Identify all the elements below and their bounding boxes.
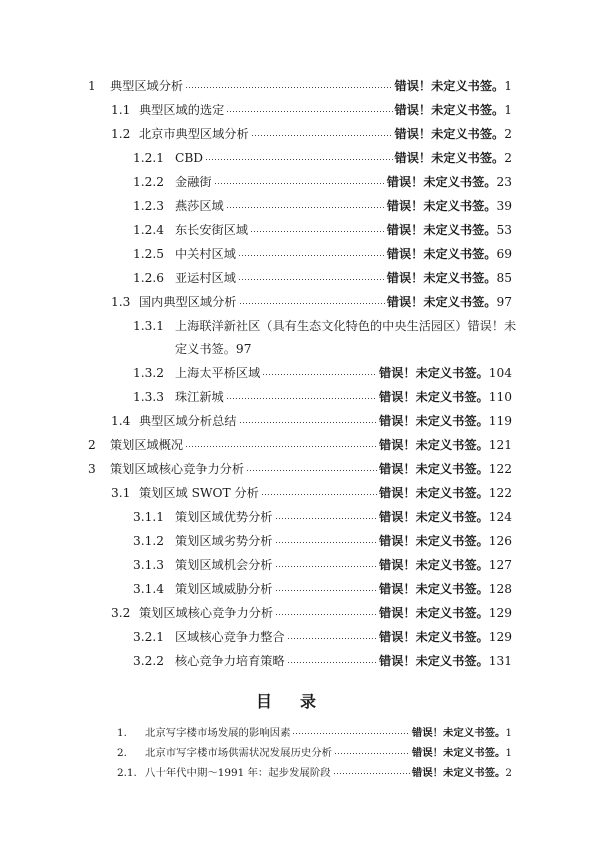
toc-entry[interactable] bbox=[133, 388, 512, 405]
toc-entry[interactable] bbox=[133, 532, 512, 549]
toc-page-number: 110 bbox=[488, 390, 512, 404]
toc-entry-title: 典型区域的选定 bbox=[139, 103, 225, 117]
toc-error-text: 错误！未定义书签。 bbox=[411, 747, 506, 759]
toc-entry-title: 典型区域分析 bbox=[110, 79, 184, 93]
toc-error-text: 错误！未定义书签。 bbox=[379, 390, 489, 404]
toc-entry[interactable] bbox=[111, 101, 512, 118]
toc-leader-dots bbox=[226, 389, 377, 401]
toc-entry[interactable] bbox=[117, 724, 512, 739]
toc-entry[interactable] bbox=[133, 364, 512, 381]
toc-page-number: 119 bbox=[488, 414, 512, 428]
toc-leader-dots bbox=[275, 509, 378, 521]
toc-entry[interactable] bbox=[111, 125, 512, 142]
toc-error-text: 错误！未定义书签。 bbox=[386, 175, 497, 189]
toc-leader-dots bbox=[292, 726, 409, 736]
toc-leader-dots bbox=[275, 533, 378, 545]
toc-entry-title: 中关村区域 bbox=[175, 247, 236, 261]
toc-entry-number: 1. bbox=[117, 727, 127, 739]
toc-error-text: 错误！未定义书签。 bbox=[379, 366, 489, 380]
toc-page-number: 127 bbox=[488, 558, 512, 572]
toc-error-text: 错误！未定义书签。 bbox=[386, 247, 497, 261]
toc-entry-number: 1.3.1 bbox=[133, 319, 165, 333]
toc-entry[interactable] bbox=[111, 293, 512, 310]
toc-leader-dots bbox=[287, 629, 377, 641]
toc-entry-number: 1.2.4 bbox=[133, 223, 165, 237]
toc-leader-dots bbox=[238, 270, 385, 282]
toc-entry-number: 3.1.3 bbox=[133, 558, 165, 572]
toc-leader-dots bbox=[251, 126, 393, 138]
toc-page-number: 2 bbox=[504, 151, 512, 165]
toc-leader-dots bbox=[250, 222, 385, 234]
toc-entry-title: 金融街 bbox=[175, 175, 212, 189]
toc-error-text: 错误！未定义书签。 bbox=[386, 223, 497, 237]
toc-entry-number: 3 bbox=[88, 462, 96, 476]
toc-leader-dots bbox=[205, 150, 392, 162]
toc-entry[interactable] bbox=[133, 508, 512, 525]
toc-leader-dots bbox=[239, 294, 385, 306]
toc-entry[interactable] bbox=[133, 197, 512, 214]
toc-page-number: 39 bbox=[496, 199, 512, 213]
toc-entry-number: 3.2.2 bbox=[133, 654, 165, 668]
toc-leader-dots bbox=[275, 605, 377, 617]
toc-entry-number: 1.4 bbox=[111, 414, 131, 428]
toc-leader-dots bbox=[287, 653, 377, 665]
toc-entry-title: 策划区域核心竞争力分析 bbox=[139, 606, 274, 620]
toc-entry[interactable] bbox=[88, 436, 512, 453]
toc-leader-dots bbox=[246, 461, 377, 473]
toc-entry-title: CBD bbox=[175, 151, 204, 165]
toc-page-number: 122 bbox=[488, 486, 512, 500]
toc-error-text: 错误！未定义书签。 bbox=[386, 271, 497, 285]
toc-page-number: 69 bbox=[496, 247, 512, 261]
toc-entry-number: 3.1 bbox=[111, 486, 131, 500]
toc-error-text: 错误！未定义书签。 bbox=[394, 127, 505, 141]
toc-entry-title: 策划区域核心竞争力分析 bbox=[110, 462, 245, 476]
toc-entry-title: 策划区域威胁分析 bbox=[175, 582, 273, 596]
toc-entry-number: 1.2.6 bbox=[133, 271, 165, 285]
toc-page-number: 129 bbox=[488, 630, 512, 644]
toc-entry[interactable] bbox=[133, 556, 512, 573]
toc-entry-title: 八十年代中期～1991 年：起步发展阶段 bbox=[145, 767, 331, 779]
toc-entry-number: 1.3 bbox=[111, 295, 131, 309]
toc-error-text: 错误！未定义书签。 bbox=[379, 630, 489, 644]
toc-error-text: 错误！未定义书签。 bbox=[379, 438, 489, 452]
toc-entry[interactable] bbox=[111, 604, 512, 621]
toc-entry-title: 典型区域分析总结 bbox=[139, 414, 237, 428]
toc-error-text: 错误！未定义书签。 bbox=[379, 486, 489, 500]
toc-entry-continuation-text: 定义书签。97 bbox=[175, 342, 252, 356]
toc-leader-dots bbox=[214, 174, 385, 186]
toc-entry-title: 区域核心竞争力整合 bbox=[175, 630, 285, 644]
toc-entry-number: 1.1 bbox=[111, 103, 131, 117]
toc-page-number: 129 bbox=[488, 606, 512, 620]
toc-page-number: 23 bbox=[496, 175, 512, 189]
toc-entry-title: 北京市写字楼市场供需状况发展历史分析 bbox=[145, 747, 333, 759]
toc-page-number: 85 bbox=[496, 271, 512, 285]
toc-leader-dots bbox=[333, 766, 410, 776]
toc-entry-number: 3.1.2 bbox=[133, 534, 165, 548]
toc-entry-title: 北京写字楼市场发展的影响因素 bbox=[145, 727, 291, 739]
toc-leader-dots bbox=[261, 485, 377, 497]
toc-entry-title: 珠江新城 bbox=[175, 390, 224, 404]
toc-page-number: 128 bbox=[488, 582, 512, 596]
toc-entry-number: 1.2.5 bbox=[133, 247, 165, 261]
toc-entry-number: 1.3.2 bbox=[133, 366, 165, 380]
toc-leader-dots bbox=[334, 746, 410, 756]
toc-page-number: 1 bbox=[504, 79, 512, 93]
toc-entry[interactable] bbox=[111, 412, 512, 429]
toc-entry-number: 2.1. bbox=[117, 767, 137, 779]
toc-leader-dots bbox=[238, 246, 385, 258]
toc-page-number: 2 bbox=[504, 127, 512, 141]
toc-error-text: 错误！未定义书签。 bbox=[394, 79, 505, 93]
toc-entry[interactable] bbox=[133, 245, 512, 262]
toc-entry[interactable] bbox=[88, 77, 512, 94]
toc-entry[interactable] bbox=[133, 628, 512, 645]
toc-error-text: 错误！未定义书签。 bbox=[379, 654, 489, 668]
toc-error-text: 错误！未定义书签。 bbox=[394, 151, 505, 165]
toc-page-number: 131 bbox=[488, 654, 512, 668]
toc-entry-title: 东长安街区域 bbox=[175, 223, 249, 237]
toc-entry[interactable] bbox=[133, 269, 512, 286]
toc-entry-wrapped-continuation bbox=[175, 340, 251, 357]
toc-page-number: 104 bbox=[488, 366, 512, 380]
toc-leader-dots bbox=[262, 365, 377, 377]
toc-error-text: 错误！未定义书签。 bbox=[379, 558, 489, 572]
toc-page-number: 122 bbox=[488, 462, 512, 476]
toc-error-text: 错误！未定义书签。 bbox=[394, 103, 505, 117]
toc-entry[interactable] bbox=[117, 764, 512, 779]
toc-leader-dots bbox=[226, 102, 392, 114]
toc-entry-title: 策划区域 SWOT 分析 bbox=[139, 486, 259, 500]
toc-leader-dots bbox=[239, 413, 378, 425]
toc-error-text: 错误！未定义书签。 bbox=[379, 582, 489, 596]
toc-entry-number: 1.2.3 bbox=[133, 199, 165, 213]
toc-error-text: 错误！未定义书签。 bbox=[379, 510, 489, 524]
toc-error-text: 错误！未定义书签。 bbox=[379, 462, 489, 476]
toc-entry-number: 1.2.2 bbox=[133, 175, 165, 189]
toc-entry-title: 策划区域劣势分析 bbox=[175, 534, 273, 548]
toc-error-text: 错误！未定义书签。 bbox=[411, 727, 506, 739]
toc-entry-title: 上海太平桥区域 bbox=[175, 366, 261, 380]
toc-page-number: 1 bbox=[505, 747, 512, 759]
toc-page-number: 2 bbox=[505, 767, 512, 779]
toc-entry-number: 1.3.3 bbox=[133, 390, 165, 404]
toc-error-text: 错误！未定义书签。 bbox=[379, 414, 489, 428]
toc-entry-title: 核心竞争力培育策略 bbox=[175, 654, 285, 668]
toc-entry-title: 策划区域概况 bbox=[110, 438, 184, 452]
toc-leader-dots bbox=[275, 557, 378, 569]
toc-page-number: 1 bbox=[504, 103, 512, 117]
toc-error-text: 错误！未定义书签。 bbox=[386, 199, 497, 213]
toc-page-number: 124 bbox=[488, 510, 512, 524]
toc-entry-number: 1.2.1 bbox=[133, 151, 165, 165]
toc-entry-number: 3.1.4 bbox=[133, 582, 165, 596]
toc-error-text: 错误！未定义书签。 bbox=[379, 534, 489, 548]
toc-entry[interactable] bbox=[133, 149, 512, 166]
toc-heading: 目录 bbox=[255, 692, 344, 711]
toc-error-text: 错误！未定义书签。 bbox=[386, 295, 497, 309]
toc-entry-title: 北京市典型区域分析 bbox=[139, 127, 249, 141]
toc-entry-title: 亚运村区域 bbox=[175, 271, 236, 285]
toc-entry-number: 1 bbox=[88, 79, 96, 93]
toc-leader-dots bbox=[226, 198, 385, 210]
toc-leader-dots bbox=[185, 78, 392, 90]
toc-entry[interactable] bbox=[133, 221, 512, 238]
toc-leader-dots bbox=[275, 581, 378, 593]
toc-entry-wrapped bbox=[133, 317, 516, 334]
toc-entry-number: 2. bbox=[117, 747, 127, 759]
toc-entry-number: 3.2 bbox=[111, 606, 131, 620]
toc-entry-title: 上海联洋新社区（具有生态文化特色的中央生活园区）错误！未 bbox=[175, 319, 517, 333]
toc-entry-title: 策划区域机会分析 bbox=[175, 558, 273, 572]
toc-entry-title: 燕莎区域 bbox=[175, 199, 224, 213]
toc-entry-number: 3.2.1 bbox=[133, 630, 165, 644]
toc-entry-number: 3.1.1 bbox=[133, 510, 165, 524]
toc-page-number: 97 bbox=[496, 295, 512, 309]
toc-page-number: 1 bbox=[505, 727, 512, 739]
toc-leader-dots bbox=[185, 437, 377, 449]
toc-entry[interactable] bbox=[117, 744, 512, 759]
toc-entry-number: 1.2 bbox=[111, 127, 131, 141]
toc-entry[interactable] bbox=[88, 460, 512, 477]
toc-page-number: 121 bbox=[488, 438, 512, 452]
toc-error-text: 错误！未定义书签。 bbox=[411, 767, 506, 779]
toc-entry[interactable] bbox=[111, 484, 512, 501]
toc-entry[interactable] bbox=[133, 652, 512, 669]
toc-entry-title: 策划区域优势分析 bbox=[175, 510, 273, 524]
toc-error-text: 错误！未定义书签。 bbox=[379, 606, 489, 620]
toc-page-number: 126 bbox=[488, 534, 512, 548]
toc-entry[interactable] bbox=[133, 173, 512, 190]
toc-entry[interactable] bbox=[133, 580, 512, 597]
toc-page-number: 53 bbox=[496, 223, 512, 237]
toc-entry-title: 国内典型区域分析 bbox=[139, 295, 237, 309]
toc-entry-number: 2 bbox=[88, 438, 96, 452]
